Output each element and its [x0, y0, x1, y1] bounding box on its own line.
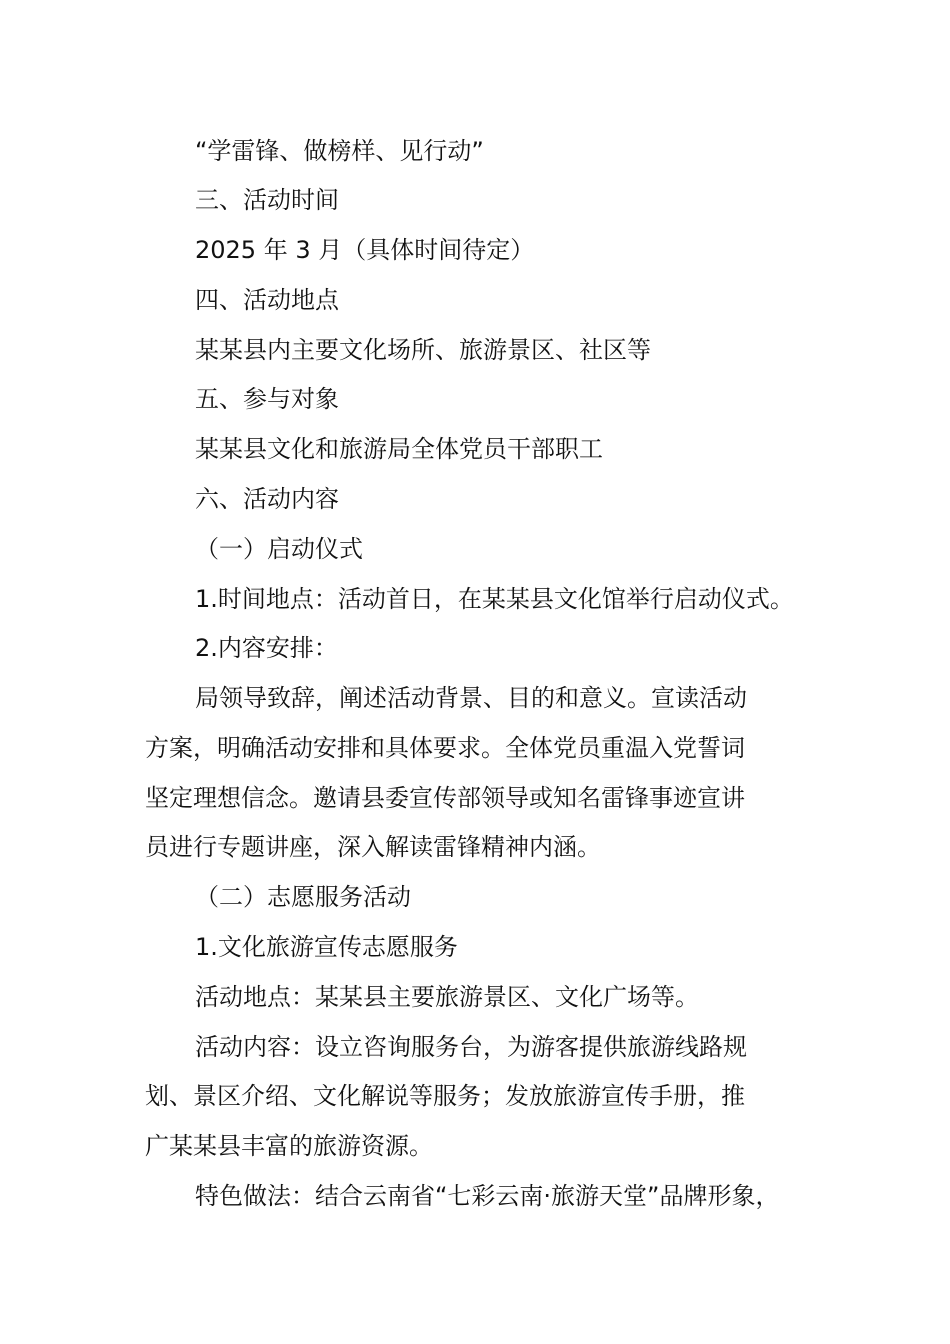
subsection-heading-launch: （一）启动仪式: [195, 535, 363, 563]
section-heading-time: 三、活动时间: [195, 186, 339, 214]
theme-slogan-line: “学雷锋、做榜样、见行动”: [195, 137, 484, 165]
launch-arrangement-label: 2.内容安排：: [195, 634, 338, 662]
paragraph-line: 划、景区介绍、文化解说等服务；发放旅游宣传手册，推: [145, 1082, 745, 1110]
activity-location-text: 某某县内主要文化场所、旅游景区、社区等: [195, 336, 651, 364]
paragraph-line: 广某某县丰富的旅游资源。: [145, 1132, 433, 1160]
volunteer-item-heading: 1.文化旅游宣传志愿服务: [195, 933, 458, 961]
subsection-heading-volunteer: （二）志愿服务活动: [195, 883, 411, 911]
section-heading-location: 四、活动地点: [195, 286, 339, 314]
volunteer-location-text: 活动地点：某某县主要旅游景区、文化广场等。: [195, 983, 699, 1011]
paragraph-line: 方案，明确活动安排和具体要求。全体党员重温入党誓词: [145, 734, 745, 762]
launch-time-place-text: 1.时间地点：活动首日，在某某县文化馆举行启动仪式。: [195, 585, 794, 613]
paragraph-line: 活动内容：设立咨询服务台，为游客提供旅游线路规: [195, 1033, 747, 1061]
activity-time-text: 2025 年 3 月（具体时间待定）: [195, 236, 535, 264]
section-heading-content: 六、活动内容: [195, 485, 339, 513]
paragraph-line: 局领导致辞，阐述活动背景、目的和意义。宣读活动: [195, 684, 747, 712]
paragraph-line: 特色做法：结合云南省“七彩云南·旅游天堂”品牌形象，: [195, 1182, 780, 1210]
paragraph-line: 坚定理想信念。邀请县委宣传部领导或知名雷锋事迹宣讲: [145, 784, 745, 812]
paragraph-line: 员进行专题讲座，深入解读雷锋精神内涵。: [145, 833, 601, 861]
participants-text: 某某县文化和旅游局全体党员干部职工: [195, 435, 603, 463]
section-heading-participants: 五、参与对象: [195, 385, 339, 413]
